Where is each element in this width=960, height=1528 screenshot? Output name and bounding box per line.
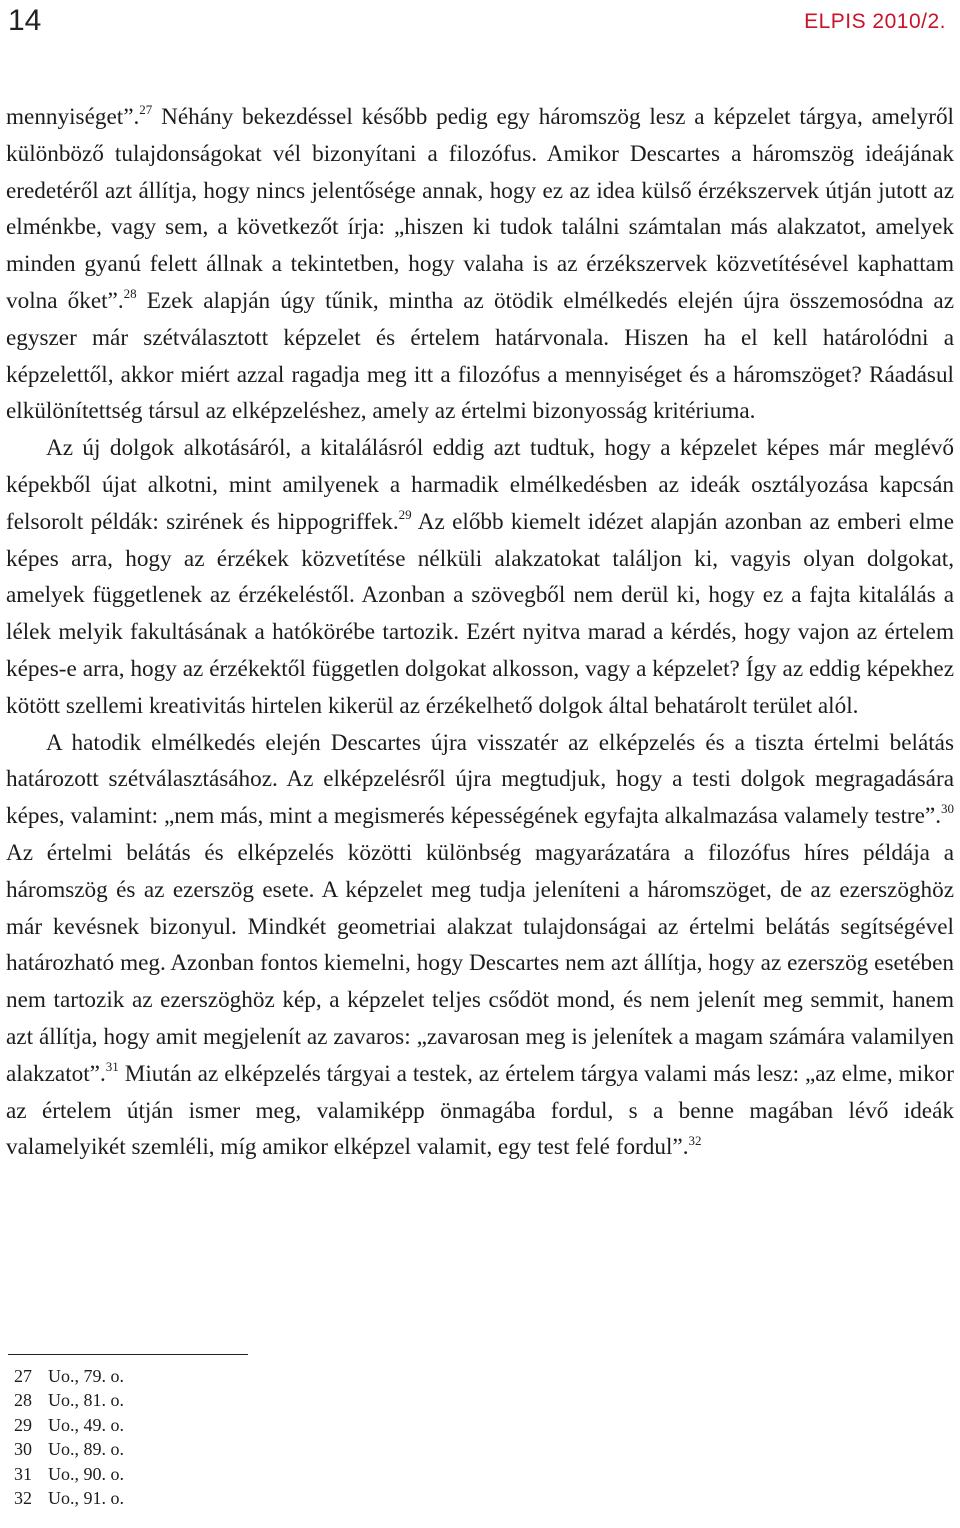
footnote-text: Uo., 89. o. [48, 1439, 124, 1460]
paragraph-1-text-a: mennyiséget”. [6, 104, 140, 130]
footnote-number: 31 [14, 1463, 32, 1484]
paragraph-1-text-b: Néhány bekezdéssel később pedig egy háromszög lesz a képzelet tárgya, amelyről különböző tulajdonságokat vél bizonyítani a filozófus. Amikor Descartes a háromszög ideájának eredetéről azt állítja, hogy nincs jelentősége annak, hogy ez az idea külső érzékszervek útján jutott az elménkbe, vagy sem, a következőt írja: „hiszen ki tudok találni számtalan más alakzatot, amelyek minden gyanú felett állnak a tekintetben, hogy valaha is az érzékszervek közvetítésével kaphattam volna őket”. [6, 104, 954, 314]
paragraph-2-text-a: Az új dolgok alkotásáról, a kitalálásról eddig azt tudtuk, hogy a képzelet képes már meglévő képekből újat alkotni, mint amilyenek a harmadik elmélkedésben az ideák osztályozása kapcsán felsorolt példák: szirének és hippogriffek. [6, 435, 954, 535]
paragraph-3 [6, 725, 954, 1167]
footnote-number: 29 [14, 1414, 32, 1435]
footnote [14, 1388, 124, 1412]
footnote [14, 1413, 124, 1437]
paragraph-1 [6, 99, 954, 430]
footnote-text: Uo., 81. o. [48, 1390, 124, 1411]
footnote-ref-28[interactable]: 28 [123, 286, 137, 302]
footnote [14, 1462, 124, 1486]
footnote [14, 1437, 124, 1461]
running-head: ELPIS 2010/2. [804, 10, 946, 33]
footnote-text: Uo., 49. o. [48, 1414, 124, 1435]
footnote [14, 1364, 124, 1388]
footnote-ref-30[interactable]: 30 [941, 801, 954, 817]
paragraph-3-text-b: Az értelmi belátás és elképzelés közötti különbség magyarázatára a filozófus híres példája a háromszög és az ezerszög esete. A képzelet meg tudja jeleníteni a háromszöget, de az ezerszöghöz már kevésnek bizonyul. Mindkét geometriai alakzat tulajdonságai az értelmi belátás segítségével határozható meg. Azonban fontos kiemelni, hogy Descartes nem azt állítja, hogy az ezerszög esetében nem tartozik az ezerszöghöz kép, a képzelet teljes csődöt mond, és nem jelenít meg semmit, hanem azt állítja, hogy amit megjelenít az zavaros: „zavarosan meg is jelenítek a magam számára valamilyen alakzatot”. [6, 839, 954, 1087]
paragraph-2-text-b: Az előbb kiemelt idézet alapján azonban az emberi elme képes arra, hogy az érzékek közvetítése nélküli alakzatokat találjon ki, vagyis olyan dolgokat, amelyek függetlenek az érzékeléstől. Azonban a szövegből nem derül ki, hogy ez a fajta kitalálás a lélek melyik fakultásának a hatókörébe tartozik. Ezért nyitva marad a kérdés, hogy vajon az értelem képes-e arra, hogy az érzékektől független dolgokat alkosson, vagy a képzelet? Így az eddig képekhez kötött szellemi kreativitás hirtelen kikerül az érzékelhető dolgok által behatárolt terület alól. [6, 508, 954, 719]
footnote-ref-27[interactable]: 27 [139, 102, 153, 118]
footnote-number: 32 [14, 1488, 32, 1509]
paragraph-3-text-a: A hatodik elmélkedés elején Descartes újra visszatér az elképzelés és a tiszta értelmi belátás határozott szétválasztásához. Az elképzelésről újra megtudjuk, hogy a testi dolgok megragadására képes, valamint: „nem más, mint a megismerés képességének egyfajta alkalmazása valamely testre”. [6, 729, 954, 830]
footnote-ref-31[interactable]: 31 [105, 1058, 119, 1074]
page-number: 14 [8, 4, 42, 37]
body-text [6, 99, 954, 1166]
footnote-number: 30 [14, 1439, 32, 1460]
footnote-ref-29[interactable]: 29 [398, 507, 412, 523]
paragraph-3-text-c: Miután az elképzelés tárgyai a testek, az értelem tárgya valami más lesz: „az elme, mikor az értelem útján ismer meg, valamiképp önmagába fordul, s a benne magában lévő ideák valamelyikét szemléli, míg amikor elképzel valamit, egy test felé fordul”. [6, 1060, 954, 1161]
footnote-text: Uo., 79. o. [48, 1366, 124, 1386]
paragraph-2 [6, 430, 954, 724]
footnotes [14, 1364, 124, 1510]
footnote [14, 1486, 124, 1510]
paragraph-1-text-c: Ezek alapján úgy tűnik, mintha az ötödik elmélkedés elején újra összemosódna az egyszer már szétválasztott képzelet és értelem határvonala. Hiszen ha el kell határolódni a képzelettől, akkor miért azzal ragadja meg itt a filozófus a mennyiséget és a háromszöget? Ráadásul elkülönítettség társul az elképzeléshez, amely az értelmi bizonyosság kritériuma. [6, 287, 954, 425]
footnote-ref-32[interactable]: 32 [688, 1132, 702, 1148]
footnote-separator [8, 1354, 248, 1355]
footnote-number: 28 [14, 1390, 32, 1411]
footnote-number: 27 [14, 1366, 32, 1386]
footnote-text: Uo., 90. o. [48, 1463, 124, 1484]
page-header [8, 4, 946, 44]
footnote-text: Uo., 91. o. [48, 1488, 124, 1509]
